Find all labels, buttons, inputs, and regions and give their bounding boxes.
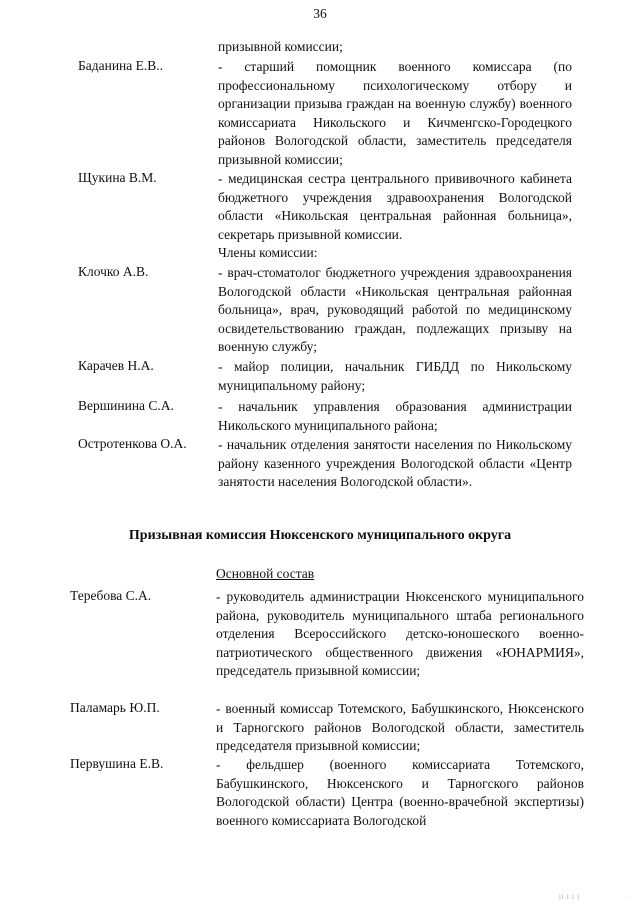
member-role: - медицинская сестра центрального прививочного кабинета бюджетного учреждения здравоохранения Вологодской области «Никольская центральная районная больница», секретарь призывной комиссии. <box>218 171 572 242</box>
continuation-text: призывной комиссии; <box>218 39 343 54</box>
members-heading: Члены комиссии: <box>218 245 318 260</box>
member-name: Карачев Н.А. <box>78 358 154 373</box>
member-role: - начальник отделения занятости населения по Никольскому району казенного учреждения Вологодской области «Центр занятости населения Вологодской области». <box>218 437 572 489</box>
member-name: Теребова С.А. <box>70 588 152 603</box>
member-name: Первушина Е.В. <box>70 756 164 771</box>
footer-dot: · <box>628 895 630 901</box>
member-role: - начальник управления образования администрации Никольского муниципального района; <box>218 399 572 433</box>
section-subheading: Основной состав <box>216 566 315 581</box>
member-name: Остротенкова О.А. <box>78 436 187 451</box>
section-heading: Призывная комиссия Нюксенского муниципального округа <box>128 528 512 543</box>
member-role: - майор полиции, начальник ГИБДД по Никольскому муниципальному району; <box>218 359 572 393</box>
member-role: - фельдшер (военного комиссариата Тотемского, Бабушкинского, Нюксенского и Тарногского районов Вологодской области) Центра (военно-врачебной экспертизы) военного комиссариата Вологодской <box>216 757 584 828</box>
footer-mark: ll l l l <box>559 895 580 901</box>
member-role: - руководитель администрации Нюксенского муниципального района, руководитель муниципального штаба регионального отделения Всероссийского детско-юношеского военно-патриотического общественного движения «ЮНАРМИЯ», председатель призывной комиссии; <box>216 589 584 678</box>
member-role: - военный комиссар Тотемского, Бабушкинского, Нюксенского и Тарногского районов Вологодской области, заместитель председателя призывной комиссии; <box>216 701 584 753</box>
page-number: 36 <box>313 6 327 21</box>
member-name: Щукина В.М. <box>78 170 157 185</box>
member-name: Паламарь Ю.П. <box>70 700 160 715</box>
member-name: Вершинина С.А. <box>78 398 174 413</box>
member-role: - старший помощник военного комиссара (по профессиональному психологическому отбору и организации призыва граждан на военную службу) военного комиссариата Никольского и Кичменгско-Городецкого районов Вологодской области, заместитель председателя призывной комиссии; <box>218 59 572 167</box>
member-name: Клочко А.В. <box>78 264 149 279</box>
member-role: - врач-стоматолог бюджетного учреждения здравоохранения Вологодской области «Никольская центральная районная больница», врач, руководящий работой по медицинскому освидетельствованию граждан, подлежащих призыву на военную службу; <box>218 265 572 354</box>
member-name: Баданина Е.В.. <box>78 58 164 73</box>
